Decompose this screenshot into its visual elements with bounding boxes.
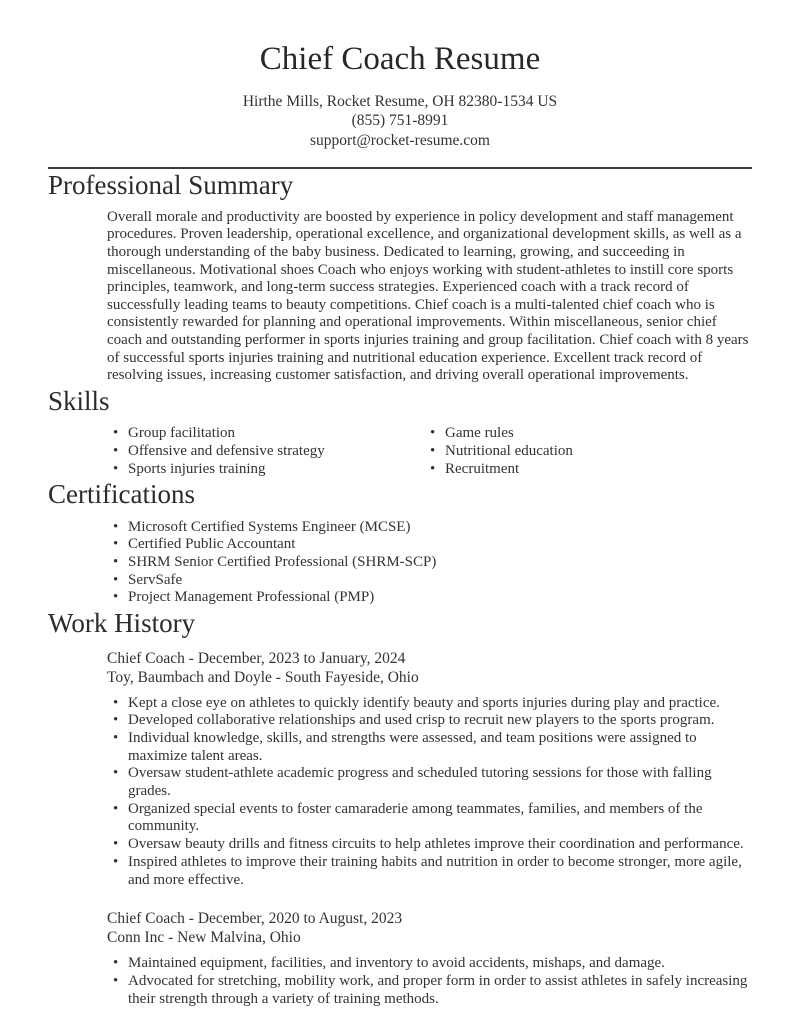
contact-email: support@rocket-resume.com [310,131,490,149]
contact-address: Hirthe Mills, Rocket Resume, OH 82380-1534 US [242,92,558,110]
skill-item: • Group facilitation [128,425,400,443]
job-title-dates: Chief Coach - December, 2023 to January, 2024 [107,649,406,667]
skills-list [48,417,752,478]
job-company-location: Conn Inc - New Malvina, Ohio [107,929,301,947]
skills-column-2 [445,425,752,478]
job-bullet-list [128,695,752,890]
section-heading-professional-summary: Professional Summary [48,170,294,201]
job-bullet-list [128,955,752,1008]
certification-item: • SHRM Senior Certified Professional (SHRM-SCP) [128,554,752,572]
skill-item: • Game rules [445,425,752,443]
certification-item: • ServSafe [128,572,752,590]
job-bullet: • Developed collaborative relationships and used crisp to recruit new players to the sports program. [128,712,752,730]
certification-item: • Certified Public Accountant [128,536,752,554]
job-header [107,909,752,947]
job-header [107,649,752,687]
page-title: Chief Coach Resume [259,41,541,77]
certifications-list [128,519,752,608]
certification-item: • Microsoft Certified Systems Engineer (MCSE) [128,519,752,537]
job-bullet: • Maintained equipment, facilities, and inventory to avoid accidents, mishaps, and damage. [128,955,752,973]
job-title-dates: Chief Coach - December, 2020 to August, 2023 [107,910,403,928]
section-heading-certifications: Certifications [48,479,195,510]
skill-item: • Sports injuries training [128,461,400,479]
job-bullet: • Inspired athletes to improve their training habits and nutrition in order to become stronger, more agile, and more effective. [128,854,752,889]
skills-column-1 [128,425,400,478]
skill-item: • Nutritional education [445,443,752,461]
job-company-location: Toy, Baumbach and Doyle - South Fayeside, Ohio [107,668,419,686]
section-heading-skills: Skills [48,385,110,416]
job-bullet: • Oversaw beauty drills and fitness circuits to help athletes improve their coordination and performance. [128,836,752,854]
job-bullet: • Oversaw student-athlete academic progress and scheduled tutoring sessions for those with falling grades. [128,765,752,800]
job-bullet: • Kept a close eye on athletes to quickly identify beauty and sports injuries during play and practice. [128,695,752,713]
section-heading-work-history: Work History [48,608,196,639]
job-bullet: • Individual knowledge, skills, and strengths were assessed, and team positions were assigned to maximize talent areas. [128,730,752,765]
job-bullet: • Advocated for stretching, mobility work, and proper form in order to assist athletes in safely increasing their strength through a variety of training methods. [128,973,752,1008]
professional-summary-text: Overall morale and productivity are boosted by experience in policy development and staff management procedures. Proven leadership, operational excellence, and organizational development skills, as well as a thorough understanding of the baby business. Dedicated to learning, growing, and succeeding in miscellaneous. Motivational shoes Coach who enjoys working with student-athletes to instill core sports principles, teamwork, and long-term success strategies. Experienced coach with a track record of successfully leading teams to beauty competitions. Chief coach is a multi-talented chief coach who is consistently rewarded for planning and operational improvements. Within miscellaneous, senior chief coach and outstanding performer in sports injuries training and group facilitation. Chief coach with 8 years of successful sports injuries training and nutritional education experience. Excellent track record of resolving issues, increasing customer satisfaction, and driving overall operational improvements. [107,208,749,384]
skill-item: • Offensive and defensive strategy [128,443,400,461]
contact-phone: (855) 751-8991 [351,112,449,130]
job-bullet: • Organized special events to foster camaraderie among teammates, families, and members of the community. [128,801,752,836]
skill-item: • Recruitment [445,461,752,479]
resume-header [0,0,800,150]
certification-item: • Project Management Professional (PMP) [128,589,752,607]
